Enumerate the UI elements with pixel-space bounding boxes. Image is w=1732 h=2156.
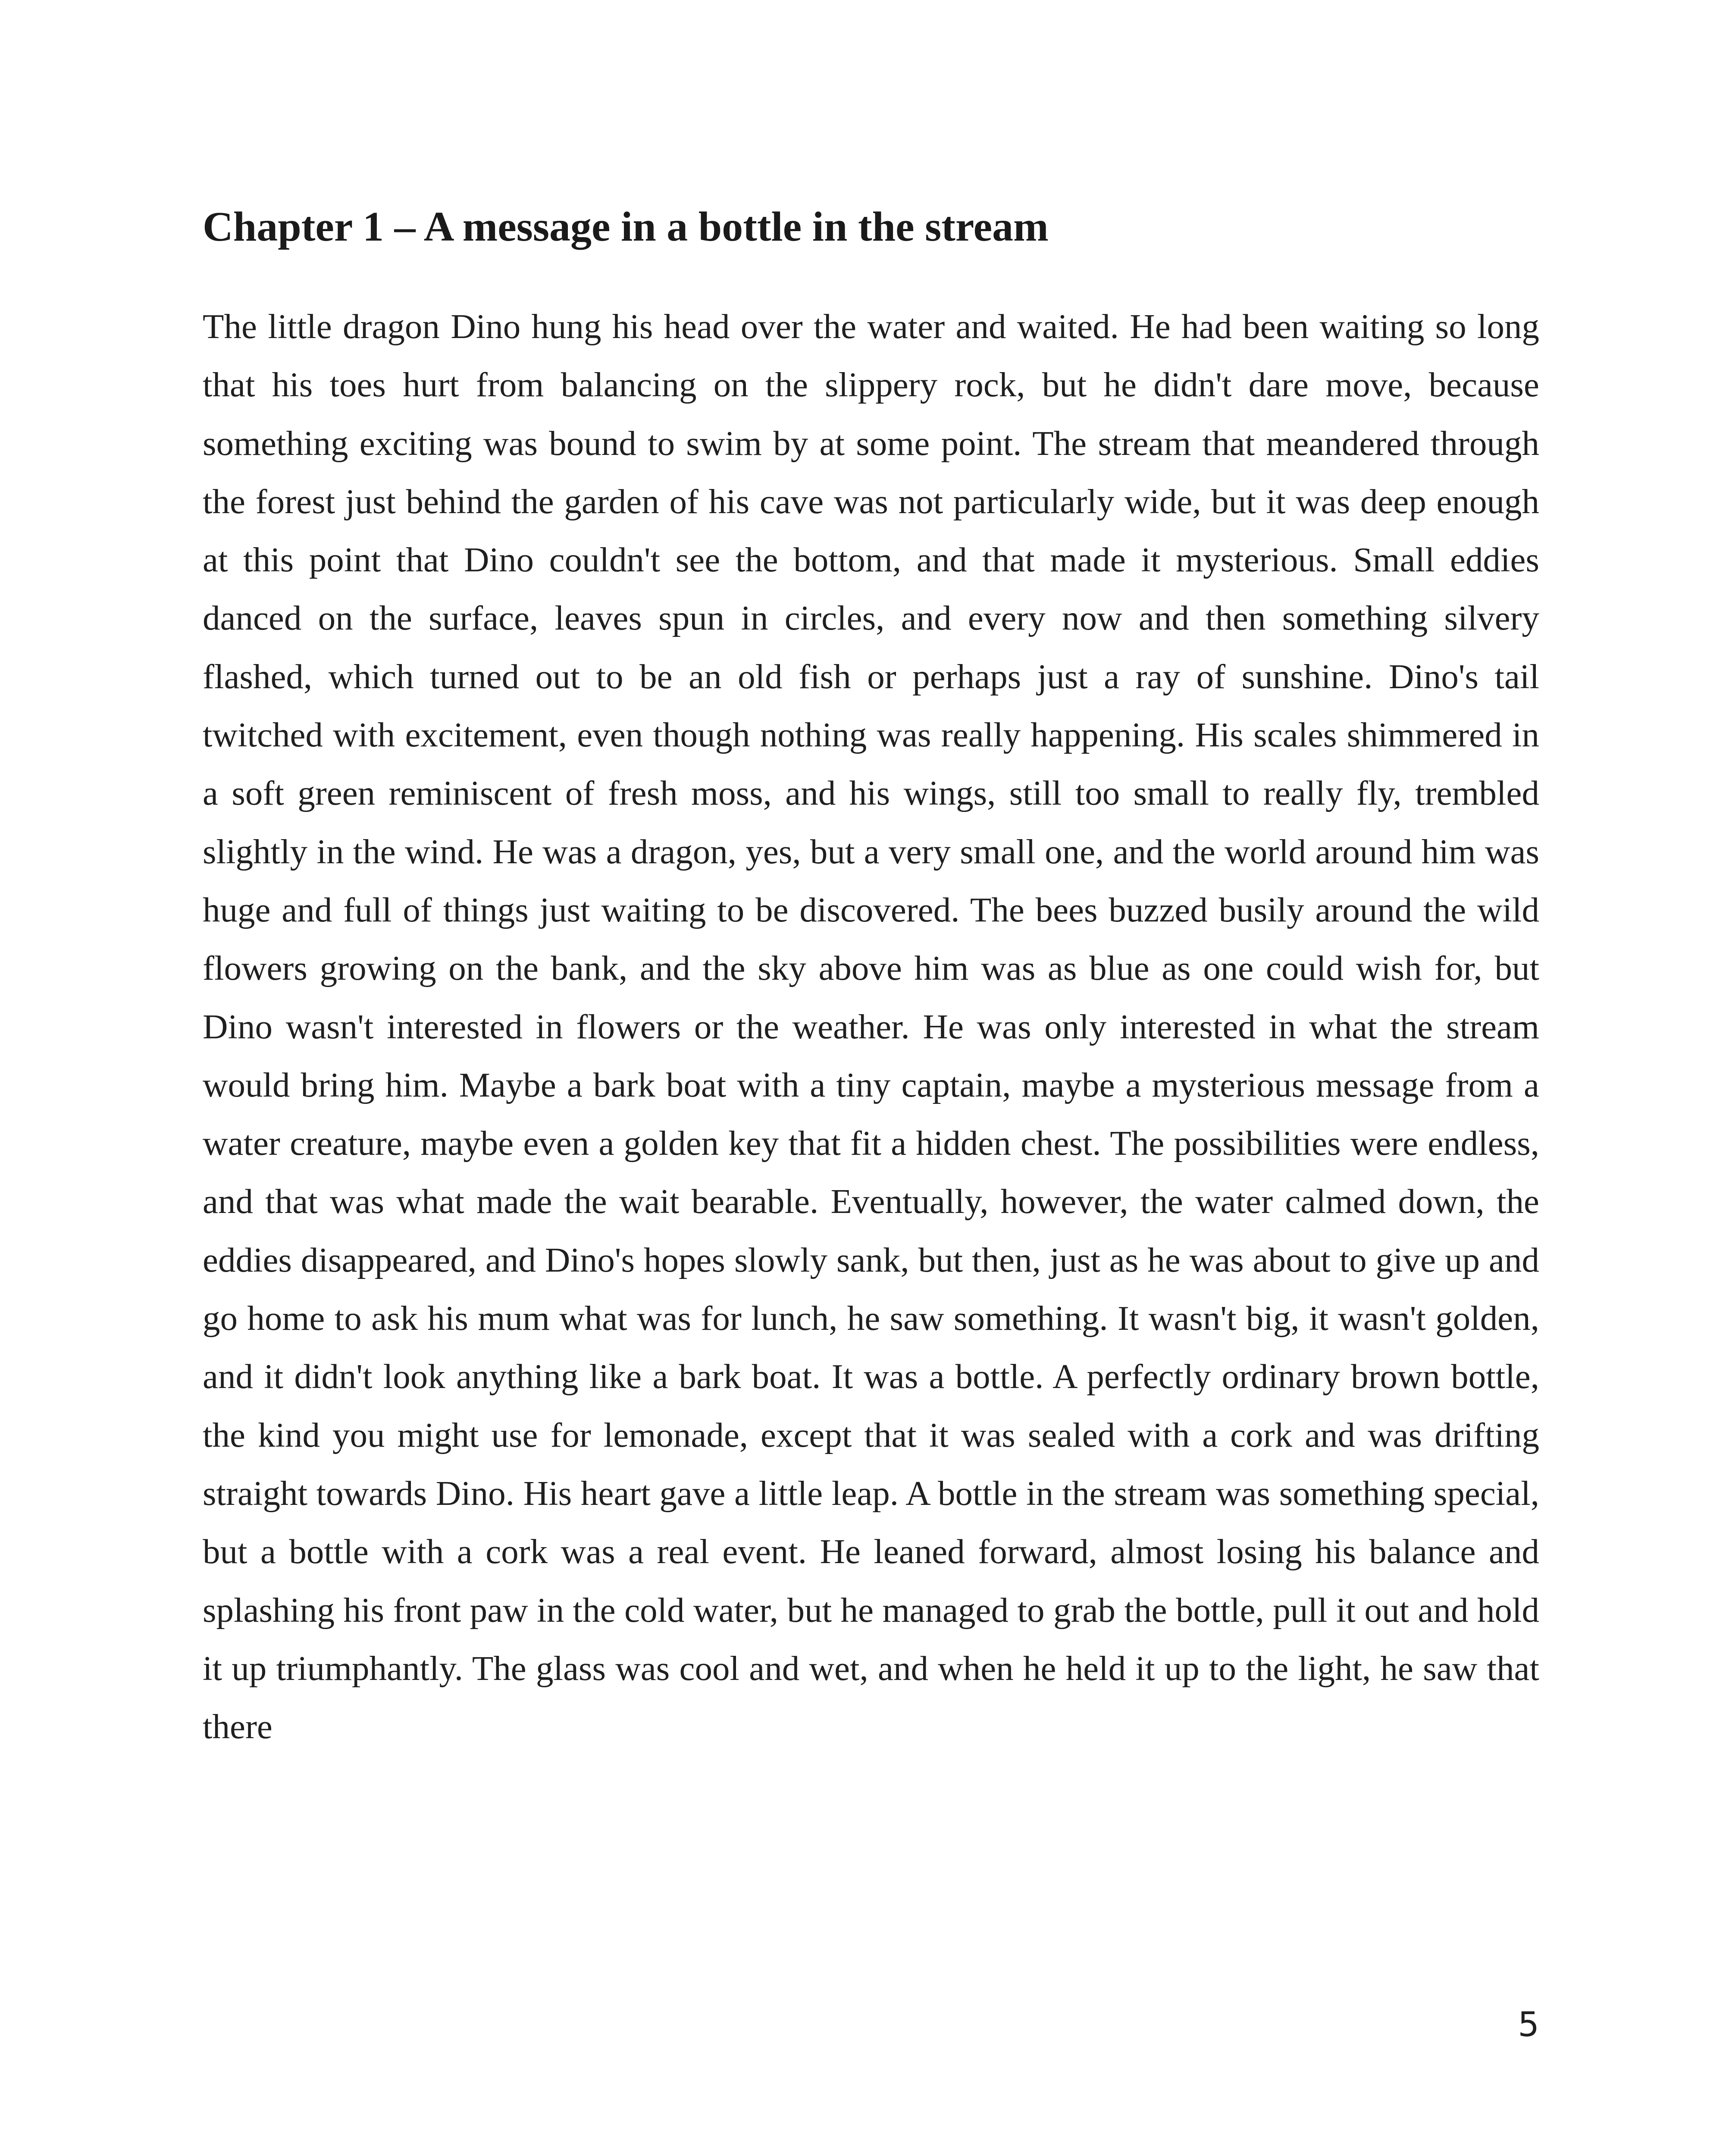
chapter-body-text: The little dragon Dino hung his head over the water and waited. He had been waiting so long that his toes hurt from balancing on the slippery rock, but he didn't dare move, because something exciting was bound to swim by at some point. The stream that meandered through the forest just behind the garden of his cave was not particularly wide, but it was deep enough at this point that Dino couldn't see the bottom, and that made it mysterious. Small eddies danced on the surface, leaves spun in circles, and every now and then something silvery flashed, which turned out to be an old fish or perhaps just a ray of sunshine. Dino's tail twitched with excitement, even though nothing was really happening. His scales shimmered in a soft green reminiscent of fresh moss, and his wings, still too small to really fly, trembled slightly in the wind. He was a dragon, yes, but a very small one, and the world around him was huge and full of things just waiting to be discovered. The bees buzzed busily around the wild flowers growing on the bank, and the sky above him was as blue as one could wish for, but Dino wasn't interested in flowers or the weather. He was only interested in what the stream would bring him. Maybe a bark boat with a tiny captain, maybe a mysterious message from a water creature, maybe even a golden key that fit a hidden chest. The possibilities were endless, and that was what made the wait bearable. Eventually, however, the water calmed down, the eddies disappeared, and Dino's hopes slowly sank, but then, just as he was about to give up and go home to ask his mum what was for lunch, he saw something. It wasn't big, it wasn't golden, and it didn't look anything like a bark boat. It was a bottle. A perfectly ordinary brown bottle, the kind you might use for lemonade, except that it was sealed with a cork and was drifting straight towards Dino. His heart gave a little leap. A bottle in the stream was something special, but a bottle with a cork was a real event. He leaned forward, almost losing his balance and splashing his front paw in the cold water, but he managed to grab the bottle, pull it out and hold it up triumphantly. The glass was cool and wet, and when he held it up to the light, he saw that there	[203, 307, 1539, 1746]
page-number: 5	[1518, 2006, 1539, 2044]
chapter-title: Chapter 1 – A message in a bottle in the stream	[203, 204, 1049, 250]
